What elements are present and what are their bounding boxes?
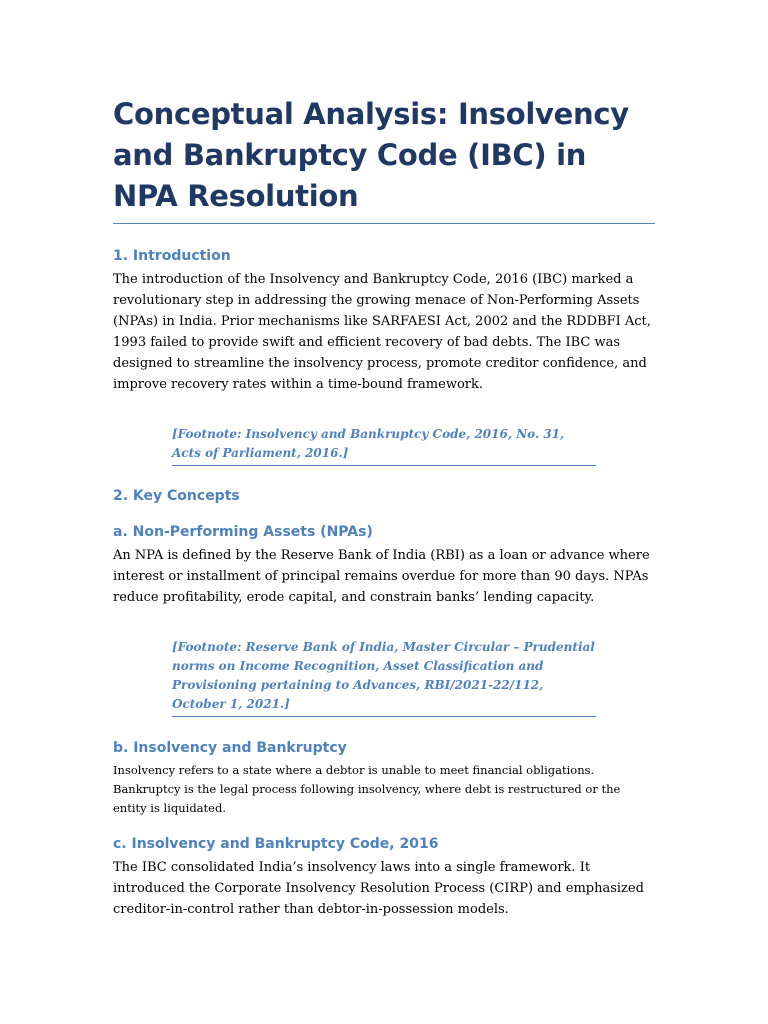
title-rule [113,223,655,224]
footnote-ibc [172,425,596,466]
footnote-ibc-text: [Footnote: Insolvency and Bankruptcy Code, 2016, No. 31, Acts of Parliament, 2016.] [172,427,565,460]
heading-npa: a. Non-Performing Assets (NPAs) [113,524,373,540]
document-title: Conceptual Analysis: Insolvency and Bankruptcy Code (IBC) in NPA Resolution [113,97,629,213]
heading-key-concepts: 2. Key Concepts [113,488,240,504]
footnote-rbi-text: [Footnote: Reserve Bank of India, Master Circular – Prudential norms on Income Recognition, Asset Classification and Provisioning pertaining to Advances, RBI/2021-22/112, October 1, 2021.] [172,640,595,711]
npa-paragraph: An NPA is defined by the Reserve Bank of India (RBI) as a loan or advance where interest or installment of principal remains overdue for more than 90 days. NPAs reduce profitability, erode capital, and constrain banks’ lending capacity. [113,548,650,605]
footnote-rbi [172,638,596,717]
ibc-paragraph: The IBC consolidated India’s insolvency laws into a single framework. It introduced the Corporate Insolvency Resolution Process (CIRP) and emphasized creditor-in-control rather than debtor-in-possession models. [113,860,644,917]
document-page [113,94,655,920]
introduction-paragraph: The introduction of the Insolvency and Bankruptcy Code, 2016 (IBC) marked a revolutionary step in addressing the growing menace of Non-Performing Assets (NPAs) in India. Prior mechanisms like SARFAESI Act, 2002 and the RDDBFI Act, 1993 failed to provide swift and efficient recovery of bad debts. The IBC was designed to streamline the insolvency process, promote creditor confidence, and improve recovery rates within a time-bound framework. [113,272,651,392]
heading-insolvency: b. Insolvency and Bankruptcy [113,740,347,756]
insolvency-paragraph: Insolvency refers to a state where a debtor is unable to meet financial obligations. Bankruptcy is the legal process following insolvency, where debt is restructured or the entity is liquidated. [113,763,621,815]
heading-ibc: c. Insolvency and Bankruptcy Code, 2016 [113,836,439,852]
heading-introduction: 1. Introduction [113,248,231,264]
